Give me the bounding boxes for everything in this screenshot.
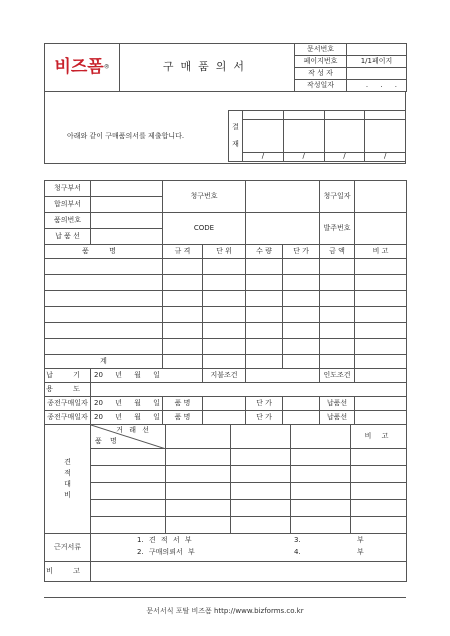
label-prev-item: 품 명	[163, 397, 203, 411]
quote-side-char: 적	[64, 468, 71, 477]
item-cell[interactable]	[355, 275, 407, 291]
quote-cell[interactable]	[291, 449, 351, 466]
label-delivery: 납 기	[45, 369, 91, 383]
label-proposal-no: 품의번호	[45, 213, 91, 229]
item-cell[interactable]	[283, 339, 320, 355]
quote-cell[interactable]	[166, 483, 231, 500]
item-cell[interactable]	[283, 291, 320, 307]
basis-unit-4: 부	[357, 548, 364, 556]
approval-table	[228, 110, 406, 162]
label-remarks: 비 고	[45, 562, 91, 582]
quote-cell[interactable]	[166, 517, 231, 534]
item-row	[45, 339, 407, 355]
items-header-remarks: 비 고	[355, 245, 407, 259]
basis-unit-3: 부	[357, 536, 364, 544]
quote-side-char: 비	[64, 491, 71, 500]
quote-cell[interactable]	[291, 483, 351, 500]
quote-cell[interactable]	[166, 466, 231, 483]
item-cell[interactable]	[355, 291, 407, 307]
total-cell[interactable]	[320, 355, 355, 369]
item-row	[45, 291, 407, 307]
value-delivery-date[interactable]: 20 년 월 일	[91, 369, 203, 383]
quote-cell[interactable]	[291, 500, 351, 517]
item-cell[interactable]	[203, 259, 246, 275]
item-cell[interactable]	[355, 307, 407, 323]
label-code: CODE	[163, 213, 246, 245]
value-supplier[interactable]	[91, 229, 163, 245]
item-cell[interactable]	[203, 339, 246, 355]
quote-cell[interactable]	[231, 517, 291, 534]
label-prev-date: 종전구매일자	[45, 411, 91, 425]
quote-cell[interactable]	[91, 449, 166, 466]
items-header-unit: 단 위	[203, 245, 246, 259]
item-cell[interactable]	[45, 291, 163, 307]
vendor-col-3[interactable]	[291, 425, 351, 449]
item-cell[interactable]	[163, 339, 203, 355]
meta-value-doc-no[interactable]	[347, 44, 407, 56]
quote-diagonal-header	[91, 425, 166, 449]
total-cell[interactable]	[283, 355, 320, 369]
label-request-date: 청구일자	[320, 181, 355, 213]
approval-title-3[interactable]	[324, 111, 365, 120]
approval-label	[229, 111, 243, 162]
item-cell[interactable]	[283, 323, 320, 339]
quote-table	[44, 424, 407, 534]
label-prev-price: 단 가	[246, 411, 283, 425]
value-prev-supplier[interactable]	[355, 397, 407, 411]
total-label: 계	[45, 355, 163, 369]
label-prev-supplier: 납품선	[320, 397, 355, 411]
value-request-dept[interactable]	[91, 181, 163, 197]
value-prev-date[interactable]: 20 년 월 일	[91, 411, 163, 425]
item-row	[45, 275, 407, 291]
quote-cell[interactable]	[351, 483, 407, 500]
quote-row	[45, 517, 407, 534]
diag-top-label: 거 래 선	[116, 426, 151, 434]
footer-text: 문서서식 포탈 비즈폼 http://www.bizforms.co.kr	[146, 607, 304, 615]
value-prev-date[interactable]: 20 년 월 일	[91, 397, 163, 411]
quote-cell[interactable]	[91, 500, 166, 517]
label-request-no: 청구번호	[163, 181, 246, 213]
item-cell[interactable]	[246, 339, 283, 355]
value-prev-price[interactable]	[283, 397, 320, 411]
item-cell[interactable]	[203, 291, 246, 307]
quote-row	[45, 483, 407, 500]
item-cell[interactable]	[246, 291, 283, 307]
quote-cell[interactable]	[351, 449, 407, 466]
item-cell[interactable]	[203, 323, 246, 339]
value-payment[interactable]	[246, 369, 320, 383]
logo-text: 비즈폼	[54, 57, 104, 78]
diag-bottom-label: 품 명	[95, 437, 120, 446]
meta-value-date[interactable]: . . .	[347, 80, 407, 92]
basis-line-2: 2. 구매의뢰서 부	[137, 548, 195, 556]
label-payment: 지불조건	[203, 369, 246, 383]
basis-table	[44, 533, 407, 582]
quote-cell[interactable]	[351, 500, 407, 517]
total-cell[interactable]	[246, 355, 283, 369]
value-remarks[interactable]	[91, 562, 407, 582]
vendor-col-2[interactable]	[231, 425, 291, 449]
value-prev-supplier[interactable]	[355, 411, 407, 425]
approval-sign-2[interactable]	[283, 120, 324, 153]
meta-label-doc-no: 문서번호	[295, 44, 347, 56]
label-prev-price: 단 가	[246, 397, 283, 411]
value-prev-item[interactable]	[203, 411, 246, 425]
item-cell[interactable]	[163, 291, 203, 307]
item-cell[interactable]	[203, 275, 246, 291]
approval-sign-1[interactable]	[243, 120, 284, 153]
main-form-table	[44, 180, 407, 425]
quote-row	[45, 449, 407, 466]
value-order-no[interactable]	[355, 213, 407, 245]
value-prev-price[interactable]	[283, 411, 320, 425]
item-cell[interactable]	[355, 323, 407, 339]
value-basis-docs[interactable]	[91, 534, 407, 562]
footer-rule	[44, 597, 406, 598]
approval-sign-4[interactable]	[365, 120, 406, 153]
item-cell[interactable]	[45, 307, 163, 323]
total-cell[interactable]	[203, 355, 246, 369]
label-supplier: 납 품 선	[45, 229, 91, 245]
quote-cell[interactable]	[351, 517, 407, 534]
quote-side-char: 견	[64, 457, 71, 466]
item-cell[interactable]	[320, 323, 355, 339]
approval-label-bottom: 재	[232, 140, 239, 148]
quote-side-char: 대	[64, 480, 71, 488]
quote-cell[interactable]	[231, 449, 291, 466]
quote-cell[interactable]	[91, 517, 166, 534]
quote-cell[interactable]	[91, 466, 166, 483]
item-cell[interactable]	[283, 275, 320, 291]
item-cell[interactable]	[45, 323, 163, 339]
meta-value-author[interactable]	[347, 68, 407, 80]
item-cell[interactable]	[163, 307, 203, 323]
meta-label-author: 작 성 자	[295, 68, 347, 80]
document-title: 구매품의서	[120, 44, 295, 92]
quote-cell[interactable]	[166, 500, 231, 517]
label-handover: 인도조건	[320, 369, 355, 383]
meta-value-page-no: 1/1페이지	[347, 56, 407, 68]
quote-cell[interactable]	[291, 466, 351, 483]
item-row	[45, 323, 407, 339]
meta-label-page-no: 페이지번호	[295, 56, 347, 68]
quote-remarks-header: 비 고	[351, 425, 407, 449]
label-request-dept: 청구부서	[45, 181, 91, 197]
value-agree-dept[interactable]	[91, 197, 163, 213]
items-header-amount: 금 액	[320, 245, 355, 259]
item-cell[interactable]	[246, 259, 283, 275]
intro-text: 아래와 같이 구매품의서를 제출합니다.	[67, 132, 185, 140]
item-cell[interactable]	[163, 323, 203, 339]
item-cell[interactable]	[320, 339, 355, 355]
item-cell[interactable]	[283, 259, 320, 275]
item-cell[interactable]	[320, 291, 355, 307]
label-agree-dept: 합의부서	[45, 197, 91, 213]
item-cell[interactable]	[163, 259, 203, 275]
approval-title-1[interactable]	[243, 111, 284, 120]
item-cell[interactable]	[45, 275, 163, 291]
item-cell[interactable]	[246, 323, 283, 339]
header-table	[44, 43, 407, 92]
approval-date-1[interactable]: /	[243, 153, 284, 162]
items-header-price: 단 가	[283, 245, 320, 259]
approval-sign-3[interactable]	[324, 120, 365, 153]
quote-cell[interactable]	[91, 483, 166, 500]
quote-cell[interactable]	[166, 449, 231, 466]
quote-cell[interactable]	[231, 500, 291, 517]
quote-cell[interactable]	[231, 483, 291, 500]
approval-title-4[interactable]	[365, 111, 406, 120]
total-cell[interactable]	[355, 355, 407, 369]
item-row	[45, 259, 407, 275]
approval-date-4[interactable]: /	[365, 153, 406, 162]
item-cell[interactable]	[246, 275, 283, 291]
value-proposal-no[interactable]	[91, 213, 163, 229]
quote-side-label	[45, 425, 91, 534]
label-purpose: 용 도	[45, 383, 91, 397]
label-prev-supplier: 납품선	[320, 411, 355, 425]
quote-cell[interactable]	[291, 517, 351, 534]
quote-row	[45, 500, 407, 517]
total-cell[interactable]	[163, 355, 203, 369]
item-cell[interactable]	[45, 339, 163, 355]
quote-row	[45, 466, 407, 483]
item-cell[interactable]	[320, 307, 355, 323]
value-prev-item[interactable]	[203, 397, 246, 411]
label-prev-date: 종전구매일자	[45, 397, 91, 411]
registered-mark: ®	[103, 64, 110, 71]
label-prev-item: 품 명	[163, 411, 203, 425]
value-request-date[interactable]	[355, 181, 407, 213]
item-cell[interactable]	[246, 307, 283, 323]
item-cell[interactable]	[355, 339, 407, 355]
vendor-col-1[interactable]	[166, 425, 231, 449]
item-cell[interactable]	[355, 259, 407, 275]
item-row	[45, 307, 407, 323]
approval-label-top: 결	[232, 123, 239, 132]
items-header-spec: 규 격	[163, 245, 203, 259]
value-handover[interactable]	[355, 369, 407, 383]
approval-date-2[interactable]: /	[283, 153, 324, 162]
items-header-qty: 수 량	[246, 245, 283, 259]
label-basis-docs: 근거서류	[45, 534, 91, 562]
value-request-no[interactable]	[246, 181, 320, 213]
logo	[45, 44, 120, 92]
approval-title-2[interactable]	[283, 111, 324, 120]
items-header-name: 품 명	[45, 245, 163, 259]
item-cell[interactable]	[283, 307, 320, 323]
meta-label-date: 작성일자	[295, 80, 347, 92]
approval-date-3[interactable]: /	[324, 153, 365, 162]
item-cell[interactable]	[320, 259, 355, 275]
item-cell[interactable]	[163, 275, 203, 291]
value-code[interactable]	[246, 213, 320, 245]
label-order-no: 발주번호	[320, 213, 355, 245]
quote-cell[interactable]	[351, 466, 407, 483]
item-cell[interactable]	[45, 259, 163, 275]
item-cell[interactable]	[203, 307, 246, 323]
value-purpose[interactable]	[91, 383, 407, 397]
basis-line-3: 3.	[294, 536, 301, 544]
quote-cell[interactable]	[231, 466, 291, 483]
item-cell[interactable]	[320, 275, 355, 291]
basis-line-1: 1. 견 적 서 부	[137, 536, 192, 544]
basis-line-4: 4.	[294, 548, 301, 556]
